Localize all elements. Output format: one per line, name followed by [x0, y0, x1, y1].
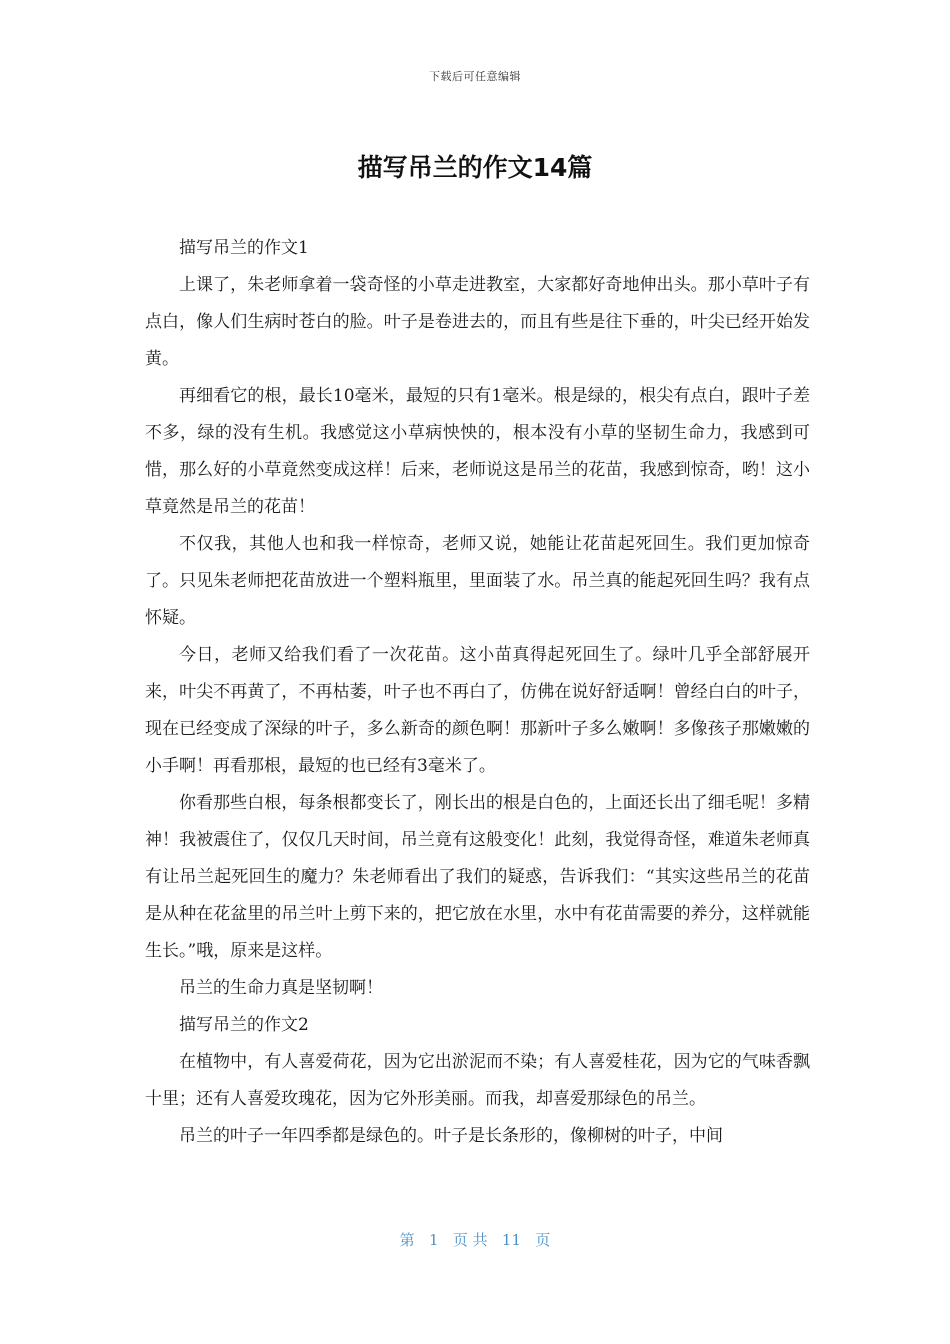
- paragraph: 吊兰的叶子一年四季都是绿色的。叶子是长条形的，像柳树的叶子，中间: [179, 1126, 723, 1146]
- document-body: [145, 230, 810, 1155]
- header-note: 下载后可任意编辑: [429, 70, 521, 83]
- section-heading: 描写吊兰的作文1: [179, 238, 309, 258]
- paragraph: 今日，老师又给我们看了一次花苗。这小苗真得起死回生了。绿叶几乎全部舒展开来，叶尖不再黄了，不再枯萎，叶子也不再白了，仿佛在说好舒适啊！曾经白白的叶子，现在已经变成了深绿的叶子，多么新奇的颜色啊！那新叶子多么嫩啊！多像孩子那嫩嫩的小手啊！再看那根，最短的也已经有3毫米了。: [145, 645, 810, 776]
- footer-suffix: 页: [535, 1231, 551, 1249]
- section-heading: 描写吊兰的作文2: [179, 1015, 309, 1035]
- paragraph: 再细看它的根，最长10毫米，最短的只有1毫米。根是绿的，根尖有点白，跟叶子差不多，绿的没有生机。我感觉这小草病怏怏的，根本没有小草的坚韧生命力，我感到可惜，那么好的小草竟然变成这样！后来，老师说这是吊兰的花苗，我感到惊奇，哟！这小草竟然是吊兰的花苗！: [145, 386, 810, 517]
- document-title: 描写吊兰的作文14篇: [357, 153, 593, 182]
- paragraph: 你看那些白根，每条根都变长了，刚长出的根是白色的，上面还长出了细毛呢！多精神！我被震住了，仅仅几天时间，吊兰竟有这般变化！此刻，我觉得奇怪，难道朱老师真有让吊兰起死回生的魔力？朱老师看出了我们的疑惑，告诉我们：“其实这些吊兰的花苗是从种在花盆里的吊兰叶上剪下来的，把它放在水里，水中有花苗需要的养分，这样就能生长。”哦，原来是这样。: [145, 793, 810, 961]
- footer-total-pages: 11: [501, 1231, 522, 1249]
- footer-current-page: 1: [428, 1231, 439, 1249]
- footer-middle: 页 共: [452, 1231, 488, 1249]
- paragraph: 在植物中，有人喜爱荷花，因为它出淤泥而不染；有人喜爱桂花，因为它的气味香飘十里；还有人喜爱玫瑰花，因为它外形美丽。而我，却喜爱那绿色的吊兰。: [145, 1052, 810, 1109]
- footer-prefix: 第: [399, 1231, 415, 1249]
- page-footer: [0, 1229, 950, 1250]
- paragraph: 上课了，朱老师拿着一袋奇怪的小草走进教室，大家都好奇地伸出头。那小草叶子有点白，像人们生病时苍白的脸。叶子是卷进去的，而且有些是往下垂的，叶尖已经开始发黄。: [145, 275, 810, 369]
- paragraph: 吊兰的生命力真是坚韧啊！: [179, 978, 383, 998]
- paragraph: 不仅我，其他人也和我一样惊奇，老师又说，她能让花苗起死回生。我们更加惊奇了。只见朱老师把花苗放进一个塑料瓶里，里面装了水。吊兰真的能起死回生吗？我有点怀疑。: [145, 534, 810, 628]
